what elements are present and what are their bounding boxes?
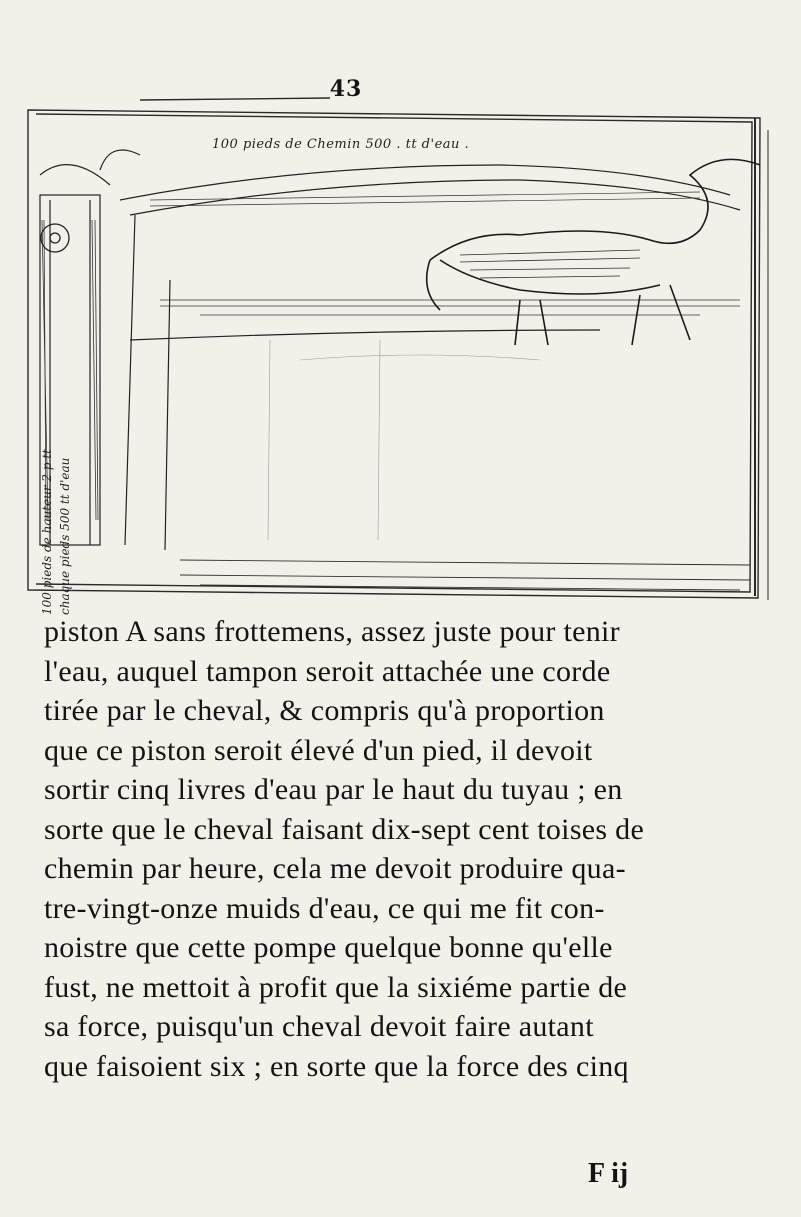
figure-caption-vertical: [38, 355, 82, 615]
text-line: que faisoient six ; en sorte que la force des cinq: [44, 1049, 629, 1083]
body-text: [44, 612, 779, 1086]
text-line: chemin par heure, cela me devoit produire qua-: [44, 852, 626, 885]
text-line: tirée par le cheval, & compris qu'à proportion: [44, 694, 605, 727]
text-line: tre-vingt-onze muids d'eau, ce qui me fit con-: [44, 891, 605, 925]
text-line: noistre que cette pompe quelque bonne qu'elle: [44, 931, 613, 964]
figure-caption-horizontal: 100 pieds de Chemin 500 . tt d'eau .: [212, 137, 470, 152]
page-number: 43: [329, 76, 363, 102]
text-line: fust, ne mettoit à profit que la sixiéme partie de: [44, 970, 628, 1004]
text-line: sa force, puisqu'un cheval devoit faire autant: [44, 1010, 594, 1043]
text-line: l'eau, auquel tampon seroit attachée une corde: [44, 654, 611, 688]
signature-mark: F ij: [588, 1158, 629, 1189]
figure-caption-vertical-line: 100 pieds de hauteur 2 p tt: [40, 449, 54, 615]
text-line: piston A sans frottemens, assez juste pour tenir: [44, 615, 620, 648]
text-line: sorte que le cheval faisant dix-sept cent toises de: [44, 812, 645, 846]
text-line: sortir cinq livres d'eau par le haut du tuyau ; en: [44, 773, 623, 806]
text-line: que ce piston seroit élevé d'un pied, il devoit: [44, 733, 593, 767]
figure-caption-vertical-line: chaque pieds 500 tt d'eau: [58, 457, 72, 615]
